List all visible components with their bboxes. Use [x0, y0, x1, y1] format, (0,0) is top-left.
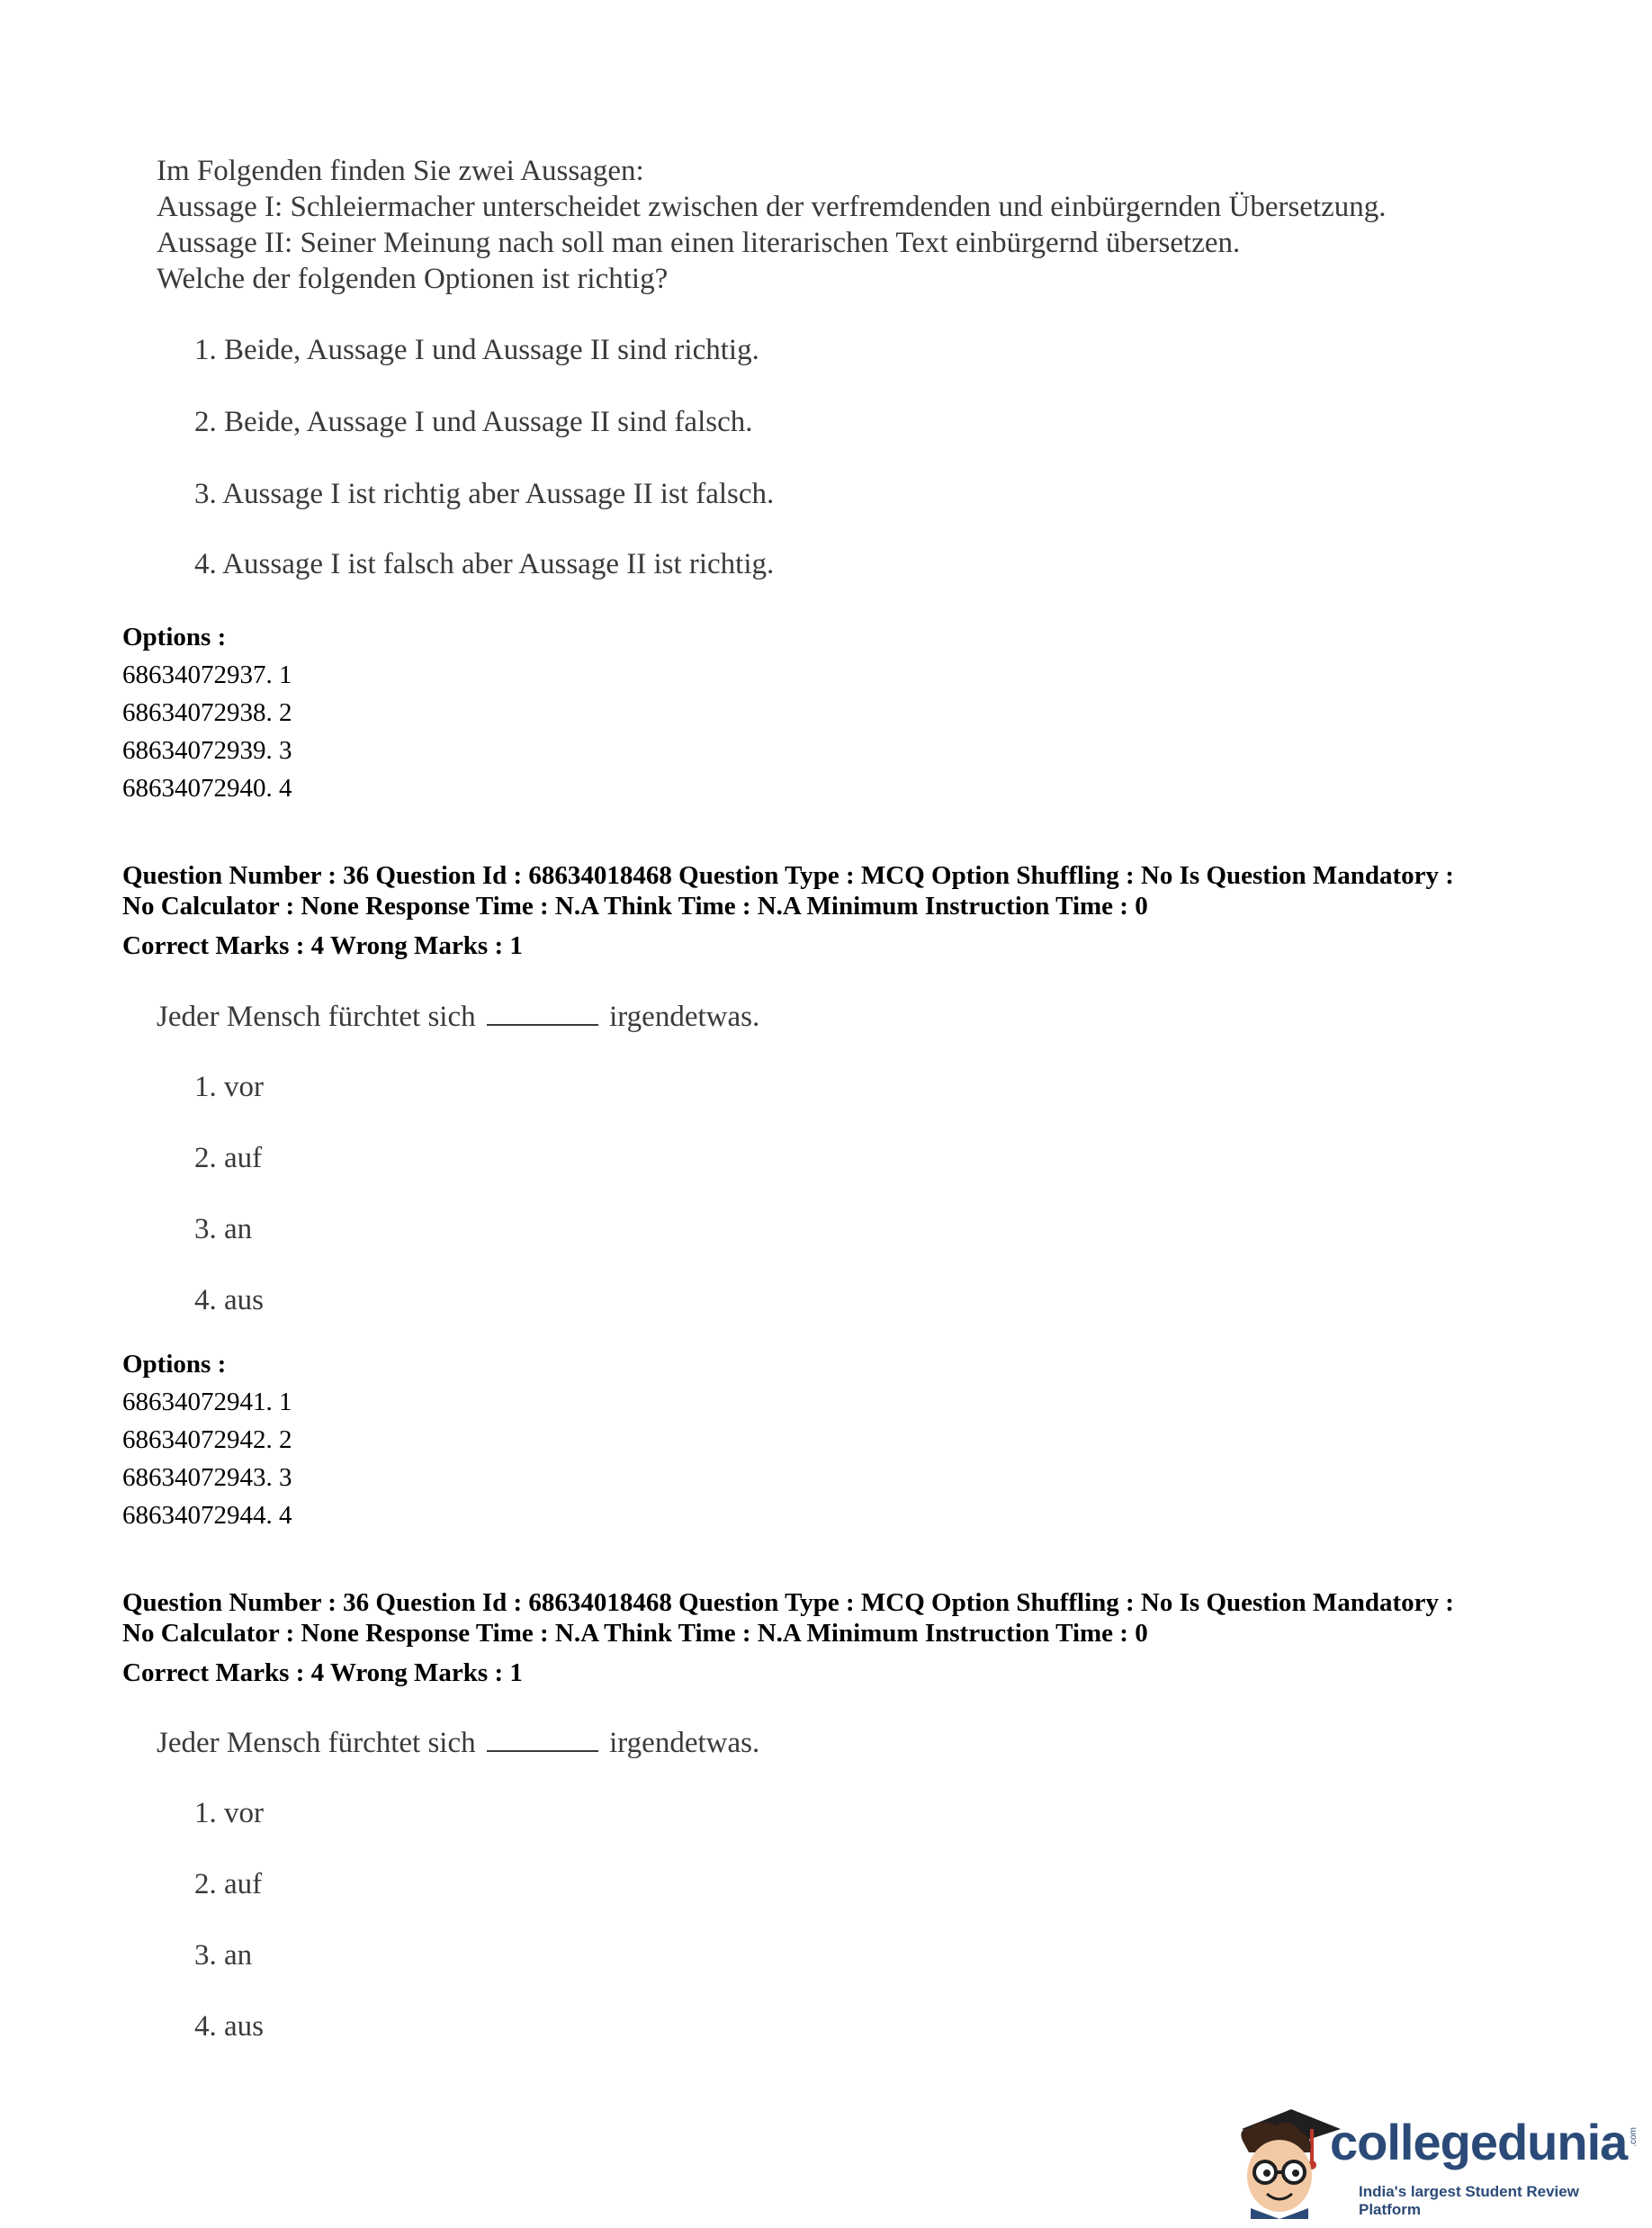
- mascot-icon: [1224, 2093, 1341, 2219]
- question-image-2: [157, 999, 966, 1323]
- question-stem-line: Welche der folgenden Optionen ist richtig?: [157, 263, 669, 295]
- question-image-3: [157, 1725, 966, 2049]
- collegedunia-logo: [1224, 2093, 1638, 2219]
- question-stem: [157, 999, 966, 1035]
- answer-choice: 4. aus: [194, 1284, 264, 1316]
- brand-com: .com: [1629, 2127, 1639, 2147]
- option-item: 68634072941. 1: [122, 1388, 292, 1416]
- brand-tagline: India's largest Student Review Platform: [1359, 2183, 1579, 2218]
- options-heading: Options :: [122, 1350, 227, 1379]
- answer-choice: 3. an: [194, 1939, 253, 1972]
- question-meta-line: Question Number : 36 Question Id : 68634018468 Question Type : MCQ Option Shuffling : No Is Question Mandatory :: [122, 1588, 1454, 1617]
- options-list-1: [122, 618, 292, 807]
- option-item: 68634072943. 3: [122, 1463, 292, 1492]
- question-meta-line: No Calculator : None Response Time : N.A Think Time : N.A Minimum Instruction Time : 0: [122, 1619, 1148, 1648]
- question-meta-3: [122, 1587, 1562, 1649]
- option-item: 68634072940. 4: [122, 774, 292, 803]
- answer-choice: 3. an: [194, 1213, 253, 1245]
- question-stem-after: irgendetwas.: [609, 1001, 760, 1033]
- answer-choice: 1. Beide, Aussage I und Aussage II sind richtig.: [194, 334, 759, 366]
- answer-choice: 4. Aussage I ist falsch aber Aussage II ist richtig.: [194, 548, 775, 580]
- option-item: 68634072944. 4: [122, 1501, 292, 1530]
- fill-in-blank: [487, 1001, 598, 1026]
- question-stem-before: Jeder Mensch fürchtet sich: [157, 1001, 476, 1033]
- answer-choice: 3. Aussage I ist richtig aber Aussage II ist falsch.: [194, 478, 775, 510]
- question-marks-2: Correct Marks : 4 Wrong Marks : 1: [122, 931, 523, 960]
- option-item: 68634072942. 2: [122, 1425, 292, 1454]
- question-stem: [157, 1725, 966, 1761]
- options-list-2: [122, 1345, 292, 1534]
- answer-choice: 2. auf: [194, 1868, 263, 1900]
- answer-choice: 2. Beide, Aussage I und Aussage II sind falsch.: [194, 406, 753, 438]
- fill-in-blank: [487, 1727, 598, 1752]
- question-meta-line: Question Number : 36 Question Id : 68634018468 Question Type : MCQ Option Shuffling : No Is Question Mandatory :: [122, 861, 1454, 890]
- question-meta-line: No Calculator : None Response Time : N.A Think Time : N.A Minimum Instruction Time : 0: [122, 892, 1148, 921]
- answer-choice: 1. vor: [194, 1797, 264, 1829]
- answer-choice: 2. auf: [194, 1142, 263, 1174]
- question-stem-line: Aussage I: Schleiermacher unterscheidet zwischen der verfremdenden und einbürgernden Übersetzung.: [157, 191, 1387, 223]
- option-item: 68634072938. 2: [122, 698, 292, 727]
- question-meta-2: [122, 860, 1562, 921]
- question-stem-line: Im Folgenden finden Sie zwei Aussagen:: [157, 155, 644, 187]
- question-stem-before: Jeder Mensch fürchtet sich: [157, 1727, 476, 1759]
- options-heading: Options :: [122, 623, 227, 651]
- option-item: 68634072939. 3: [122, 736, 292, 765]
- answer-choice: 1. vor: [194, 1071, 264, 1103]
- option-item: 68634072937. 1: [122, 660, 292, 689]
- question-image-1: [157, 153, 1506, 585]
- question-marks-3: Correct Marks : 4 Wrong Marks : 1: [122, 1658, 523, 1687]
- question-stem-after: irgendetwas.: [609, 1727, 760, 1759]
- answer-choice: 4. aus: [194, 2010, 264, 2043]
- brand-name: collegedunia: [1330, 2114, 1628, 2170]
- question-stem-line: Aussage II: Seiner Meinung nach soll man einen literarischen Text einbürgernd übersetzen.: [157, 227, 1241, 259]
